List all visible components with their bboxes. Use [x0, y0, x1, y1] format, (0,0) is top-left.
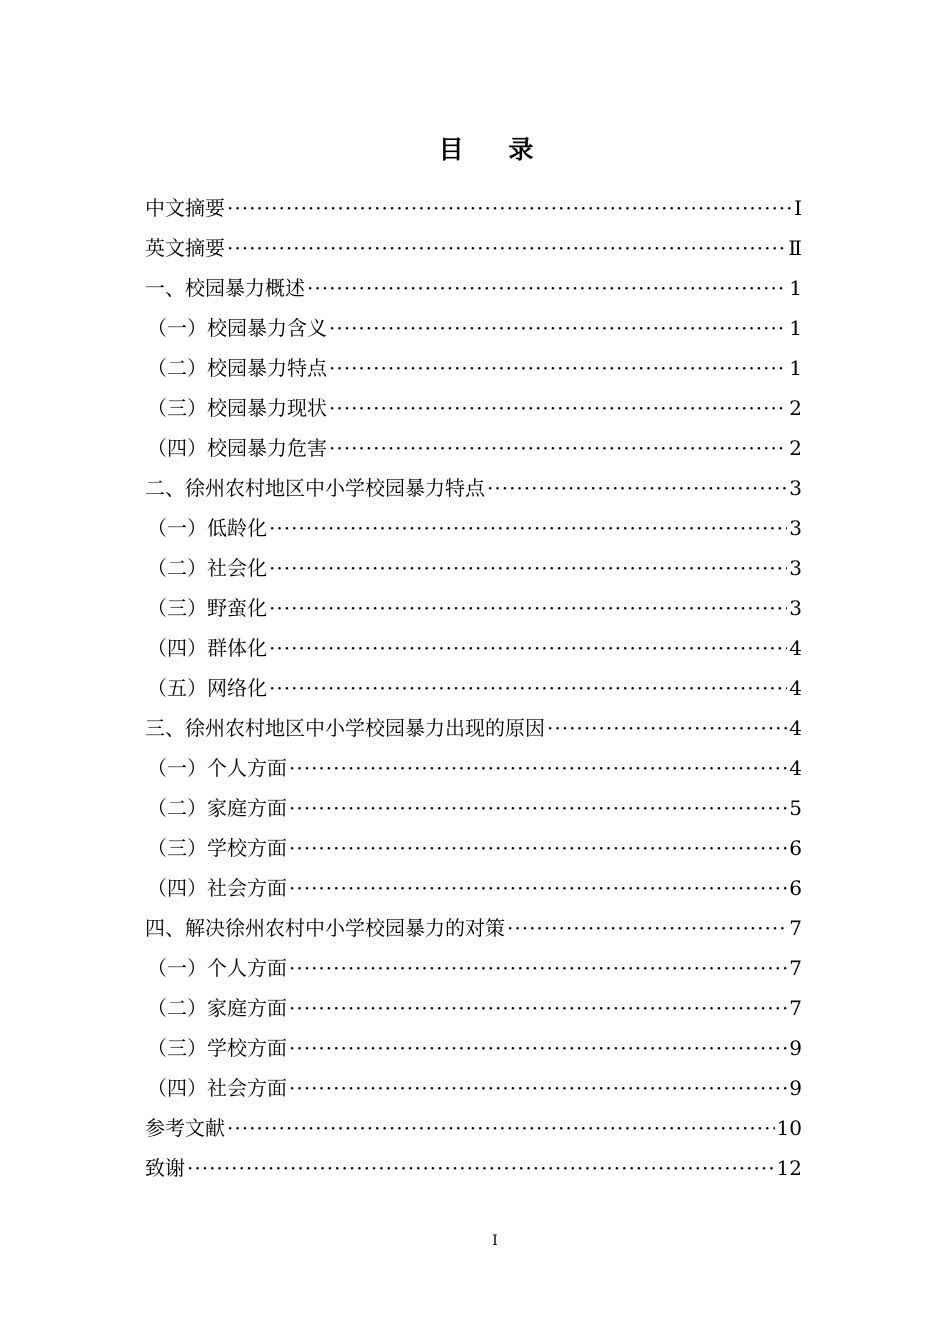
toc-dot-leader — [269, 548, 787, 588]
toc-entry-page: 1 — [789, 356, 802, 380]
toc-entry-label: （二）社会化 — [147, 556, 267, 580]
toc-entry-page: 4 — [789, 756, 802, 780]
toc-entry-label: （一）个人方面 — [147, 756, 287, 780]
toc-entry-label: （二）家庭方面 — [147, 996, 287, 1020]
toc-entry[interactable] — [145, 588, 802, 628]
toc-dot-leader — [329, 428, 787, 468]
toc-entry-label: 英文摘要 — [145, 236, 225, 260]
toc-entry-page: 4 — [789, 636, 802, 660]
toc-dot-leader — [289, 748, 787, 788]
toc-entry-page: 9 — [789, 1076, 802, 1100]
toc-entry-label: 二、徐州农村地区中小学校园暴力特点 — [145, 476, 485, 500]
toc-entry-page: 6 — [789, 836, 802, 860]
toc-entry-label: 中文摘要 — [145, 196, 225, 220]
toc-entry-label: 三、徐州农村地区中小学校园暴力出现的原因 — [145, 716, 545, 740]
toc-entry-label: （四）社会方面 — [147, 876, 287, 900]
toc-entry-page: 3 — [789, 516, 802, 540]
toc-entry-page: 4 — [789, 676, 802, 700]
table-of-contents — [145, 188, 802, 1188]
toc-entry[interactable] — [145, 748, 802, 788]
toc-entry[interactable] — [145, 988, 802, 1028]
toc-entry-page: 3 — [789, 476, 802, 500]
toc-dot-leader — [227, 1108, 775, 1148]
toc-dot-leader — [289, 988, 787, 1028]
toc-dot-leader — [307, 268, 787, 308]
toc-entry-page: 9 — [789, 1036, 802, 1060]
toc-entry[interactable] — [145, 868, 802, 908]
toc-entry-page: 2 — [789, 396, 802, 420]
toc-entry-page: 7 — [789, 956, 802, 980]
toc-dot-leader — [227, 228, 786, 268]
toc-entry[interactable] — [145, 708, 802, 748]
toc-entry-label: （四）群体化 — [147, 636, 267, 660]
toc-entry[interactable] — [145, 948, 802, 988]
toc-entry[interactable] — [145, 468, 802, 508]
toc-entry-page: 5 — [789, 796, 802, 820]
page-title: 目 录 — [438, 135, 552, 164]
toc-dot-leader — [289, 788, 787, 828]
toc-dot-leader — [269, 588, 787, 628]
toc-dot-leader — [487, 468, 787, 508]
toc-entry-label: （一）低龄化 — [147, 516, 267, 540]
toc-entry-page: 1 — [789, 276, 802, 300]
toc-entry-page: Ⅱ — [788, 236, 802, 260]
toc-entry[interactable] — [145, 1028, 802, 1068]
toc-entry[interactable] — [145, 308, 802, 348]
toc-entry-page: 7 — [789, 996, 802, 1020]
toc-entry-label: 一、校园暴力概述 — [145, 276, 305, 300]
toc-entry-label: （四）校园暴力危害 — [147, 436, 327, 460]
toc-dot-leader — [187, 1148, 775, 1188]
toc-entry-page: Ⅰ — [794, 196, 802, 220]
toc-dot-leader — [289, 1068, 787, 1108]
toc-entry-page: 1 — [789, 316, 802, 340]
toc-entry-label: 参考文献 — [145, 1116, 225, 1140]
toc-entry[interactable] — [145, 668, 802, 708]
toc-entry[interactable] — [145, 828, 802, 868]
toc-entry[interactable] — [145, 548, 802, 588]
toc-entry-page: 6 — [789, 876, 802, 900]
toc-entry[interactable] — [145, 1068, 802, 1108]
toc-entry-label: （三）野蛮化 — [147, 596, 267, 620]
toc-entry[interactable] — [145, 628, 802, 668]
toc-dot-leader — [289, 948, 787, 988]
toc-dot-leader — [269, 628, 787, 668]
toc-dot-leader — [329, 308, 787, 348]
toc-entry[interactable] — [145, 228, 802, 268]
toc-entry-label: （三）校园暴力现状 — [147, 396, 327, 420]
toc-entry-page: 12 — [776, 1156, 802, 1180]
toc-entry-label: （一）个人方面 — [147, 956, 287, 980]
toc-entry[interactable] — [145, 1108, 802, 1148]
toc-entry-page: 2 — [789, 436, 802, 460]
page-number: I — [492, 1233, 498, 1249]
toc-entry-label: （五）网络化 — [147, 676, 267, 700]
toc-entry-label: （一）校园暴力含义 — [147, 316, 327, 340]
toc-dot-leader — [329, 388, 787, 428]
toc-dot-leader — [547, 708, 787, 748]
toc-dot-leader — [227, 188, 792, 228]
toc-entry-label: （三）学校方面 — [147, 836, 287, 860]
toc-entry[interactable] — [145, 788, 802, 828]
toc-entry[interactable] — [145, 1148, 802, 1188]
toc-dot-leader — [289, 868, 787, 908]
toc-entry-page: 7 — [789, 916, 802, 940]
toc-entry-page: 10 — [776, 1116, 802, 1140]
toc-dot-leader — [507, 908, 787, 948]
toc-dot-leader — [289, 1028, 787, 1068]
toc-dot-leader — [289, 828, 787, 868]
toc-entry-label: （二）校园暴力特点 — [147, 356, 327, 380]
toc-entry-label: （三）学校方面 — [147, 1036, 287, 1060]
toc-entry-label: 致谢 — [145, 1156, 185, 1180]
toc-entry[interactable] — [145, 348, 802, 388]
toc-entry[interactable] — [145, 428, 802, 468]
toc-entry[interactable] — [145, 188, 802, 228]
toc-entry[interactable] — [145, 508, 802, 548]
toc-entry-label: （四）社会方面 — [147, 1076, 287, 1100]
toc-entry-page: 4 — [789, 716, 802, 740]
toc-dot-leader — [269, 508, 787, 548]
toc-entry-label: 四、解决徐州农村中小学校园暴力的对策 — [145, 916, 505, 940]
toc-entry-page: 3 — [789, 556, 802, 580]
toc-dot-leader — [329, 348, 787, 388]
toc-entry[interactable] — [145, 388, 802, 428]
toc-entry-page: 3 — [789, 596, 802, 620]
toc-entry[interactable] — [145, 908, 802, 948]
toc-entry-label: （二）家庭方面 — [147, 796, 287, 820]
toc-entry[interactable] — [145, 268, 802, 308]
toc-dot-leader — [269, 668, 787, 708]
